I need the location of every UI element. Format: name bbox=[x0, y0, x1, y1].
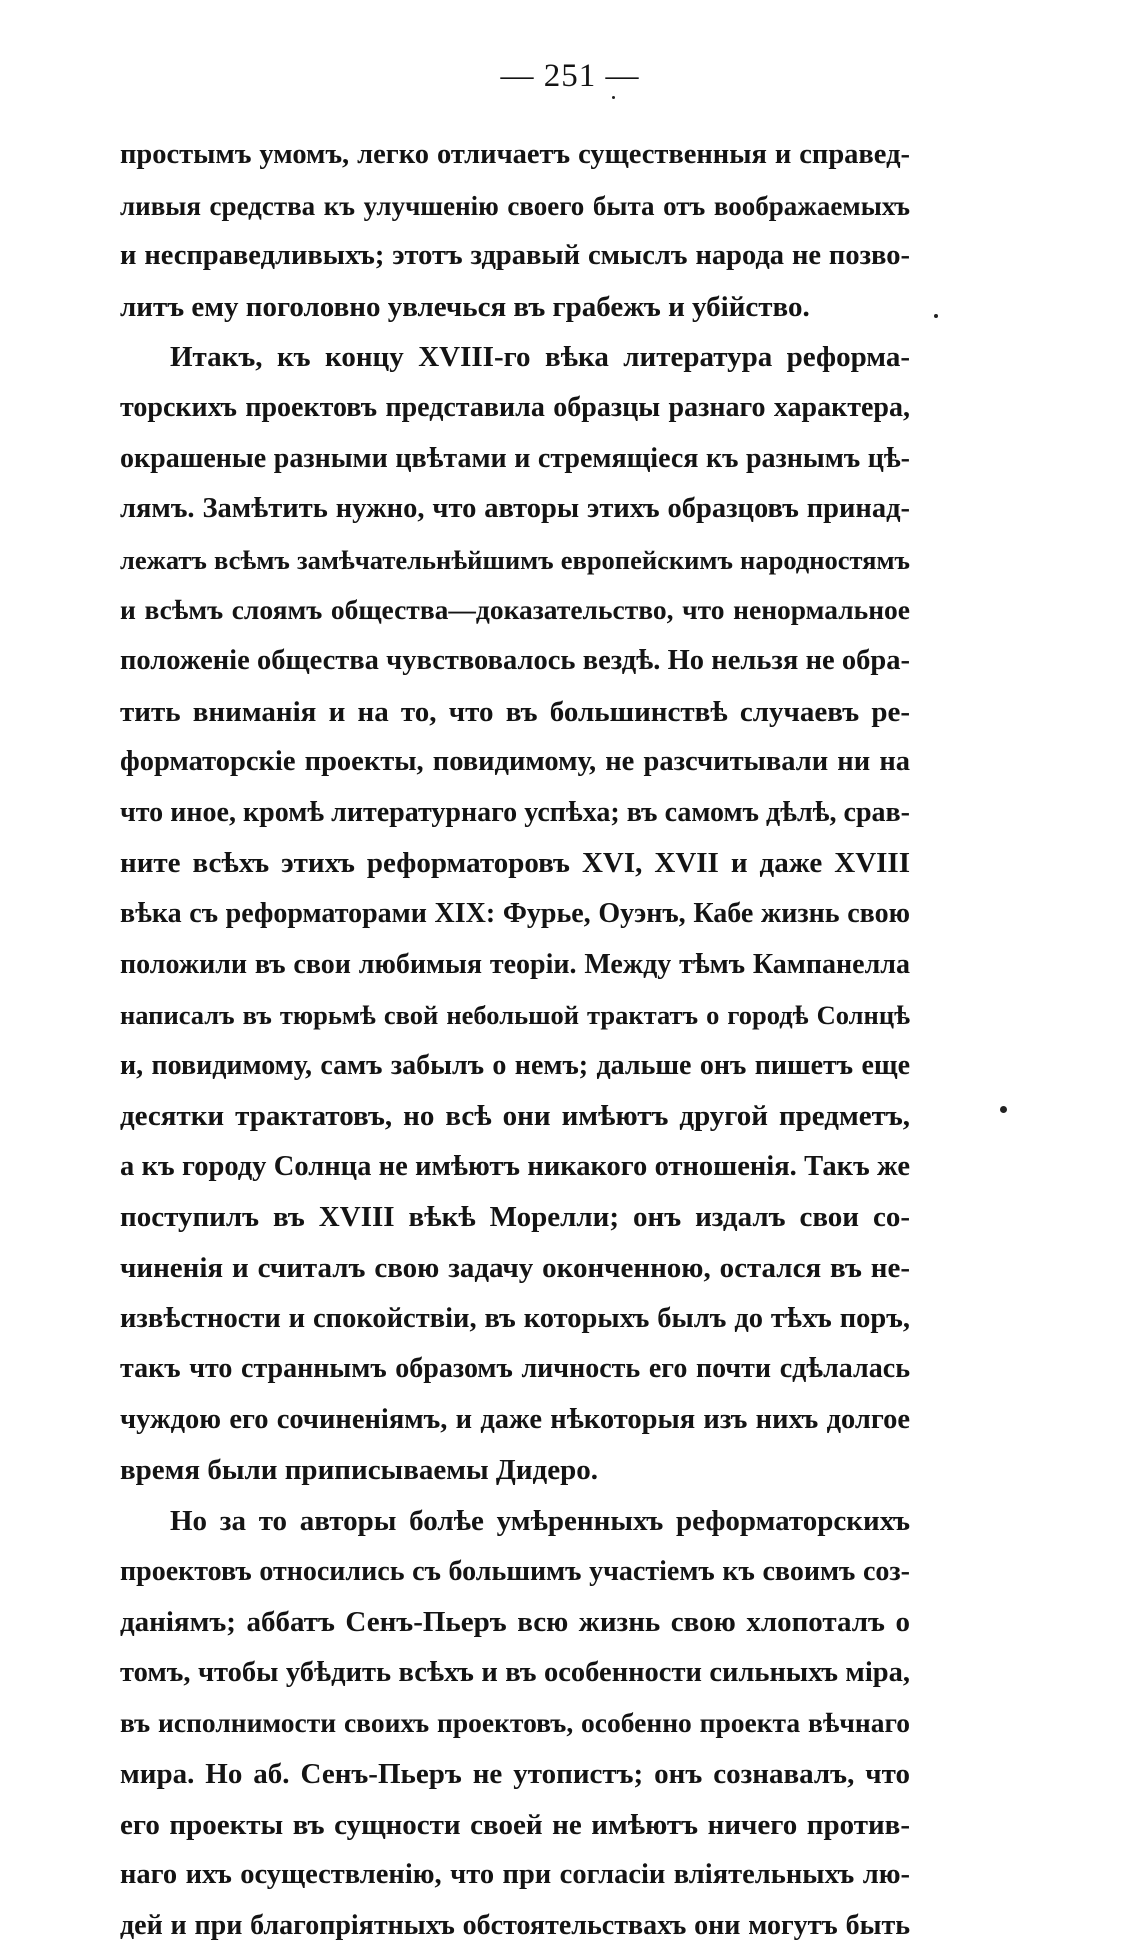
scan-speck bbox=[612, 96, 615, 99]
text-line: и всѣмъ слоямъ общества—доказательство, что ненормальное bbox=[120, 594, 910, 626]
page-number: — 251 — bbox=[500, 58, 640, 94]
text-line: ливыя средства къ улучшенію своего быта отъ воображаемыхъ bbox=[120, 190, 910, 221]
scan-speck bbox=[934, 314, 938, 318]
text-line: въ исполнимости своихъ проектовъ, особенно проекта вѣчнаго bbox=[120, 1707, 910, 1739]
text-line: торскихъ проектовъ представила образцы разнаго характера, bbox=[120, 391, 910, 423]
text-line: Итакъ, къ концу XVIII-го вѣка литература реформа- bbox=[170, 341, 910, 374]
text-line: лямъ. Замѣтить нужно, что авторы этихъ образцовъ принад- bbox=[120, 493, 910, 525]
text-line: его проекты въ сущности своей не имѣютъ ничего против- bbox=[120, 1808, 910, 1841]
text-line: томъ, чтобы убѣдить всѣхъ и въ особенности сильныхъ міра, bbox=[120, 1656, 910, 1688]
text-line: наго ихъ осуществленію, что при согласіи вліятельныхъ лю- bbox=[120, 1859, 910, 1891]
text-line: и несправедливыхъ; этотъ здравый смыслъ народа не позво- bbox=[120, 240, 910, 272]
text-line: десятки трактатовъ, но всѣ они имѣютъ другой предметъ, bbox=[120, 1100, 910, 1133]
text-line: мира. Но аб. Сенъ-Пьеръ не утопистъ; онъ сознавалъ, что bbox=[120, 1758, 910, 1790]
text-line: вѣка съ реформаторами XIX: Фурье, Оуэнъ, Кабе жизнь свою bbox=[120, 897, 910, 929]
text-line: форматорскіе проекты, повидимому, не разсчитывали ни на bbox=[120, 746, 910, 778]
text-line: Но за то авторы болѣе умѣренныхъ реформаторскихъ bbox=[170, 1505, 910, 1538]
text-line: простымъ умомъ, легко отличаетъ существенныя и справед- bbox=[120, 139, 910, 170]
text-line: и, повидимому, самъ забылъ о немъ; дальше онъ пишетъ еще bbox=[120, 1049, 910, 1081]
text-line: тить вниманія и на то, что въ большинствѣ случаевъ ре- bbox=[120, 695, 910, 728]
body-text bbox=[120, 130, 910, 1951]
text-line: чиненія и считалъ свою задачу оконченною, остался въ не- bbox=[120, 1252, 910, 1285]
text-line: время были приписываемы Дидеро. bbox=[120, 1454, 598, 1487]
text-line: а къ городу Солнца не имѣютъ никакого отношенія. Такъ же bbox=[120, 1150, 910, 1182]
text-line: даніямъ; аббатъ Сенъ-Пьеръ всю жизнь свою хлопоталъ о bbox=[120, 1606, 910, 1639]
scan-speck bbox=[1000, 1106, 1007, 1113]
text-line: такъ что страннымъ образомъ личность его почти сдѣлалась bbox=[120, 1353, 910, 1385]
text-line: написалъ въ тюрьмѣ свой небольшой трактатъ о городѣ Солнцѣ bbox=[120, 1000, 910, 1031]
text-line: что иное, кромѣ литературнаго успѣха; въ самомъ дѣлѣ, срав- bbox=[120, 796, 910, 828]
text-line: лежатъ всѣмъ замѣчательнѣйшимъ европейскимъ народностямъ bbox=[120, 544, 910, 575]
text-line: проектовъ относились съ большимъ участіемъ къ своимъ соз- bbox=[120, 1555, 910, 1587]
text-line: поступилъ въ XVIII вѣкѣ Морелли; онъ издалъ свои со- bbox=[120, 1201, 910, 1234]
text-line: литъ ему поголовно увлечься въ грабежъ и убійство. bbox=[120, 290, 810, 323]
text-line: чуждою его сочиненіямъ, и даже нѣкоторыя изъ нихъ долгое bbox=[120, 1403, 910, 1435]
text-line: ните всѣхъ этихъ реформаторовъ XVI, XVII и даже XVIII bbox=[120, 847, 910, 880]
text-line: положили въ свои любимыя теоріи. Между тѣмъ Кампанелла bbox=[120, 948, 910, 980]
text-line: окрашеные разными цвѣтами и стремящіеся къ разнымъ цѣ- bbox=[120, 442, 910, 474]
text-line: положеніе общества чувствовалось вездѣ. Но нельзя не обра- bbox=[120, 644, 910, 676]
text-line: извѣстности и спокойствіи, въ которыхъ былъ до тѣхъ поръ, bbox=[120, 1302, 910, 1334]
text-line: дей и при благопріятныхъ обстоятельствахъ они могутъ быть bbox=[120, 1909, 910, 1941]
